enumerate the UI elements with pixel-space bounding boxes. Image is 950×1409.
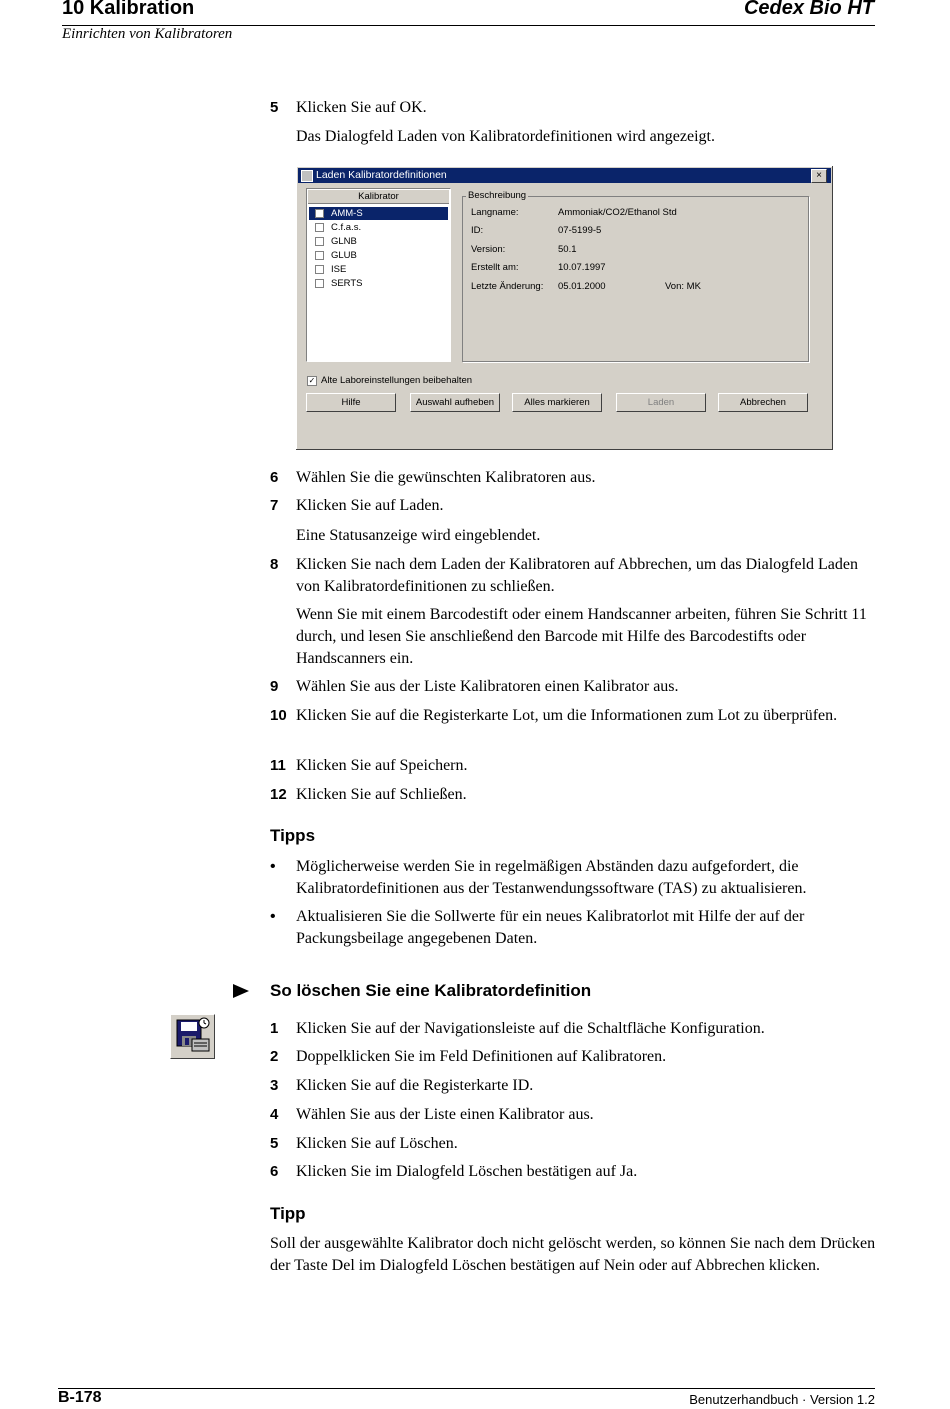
field-value: Ammoniak/CO2/Ethanol Std: [558, 207, 677, 218]
footer-divider: [58, 1388, 875, 1389]
step-number: 7: [270, 497, 279, 514]
dialog-titlebar: [298, 168, 831, 183]
close-icon[interactable]: ×: [811, 169, 827, 183]
step-number: 8: [270, 556, 279, 573]
step-item: [270, 1133, 875, 1155]
calibrator-list[interactable]: [306, 188, 451, 362]
step-number: 3: [270, 1077, 279, 1094]
step-text: Wählen Sie aus der Liste Kalibratoren einen Kalibrator aus.: [296, 678, 679, 695]
step-text: Doppelklicken Sie im Feld Definitionen auf Kalibratoren.: [296, 1048, 667, 1065]
list-item[interactable]: AMM-S: [309, 207, 448, 220]
step-item: [270, 755, 875, 777]
chapter-title: 10 Kalibration: [62, 0, 195, 19]
author-value: Von: MK: [665, 281, 701, 292]
step-note: Wenn Sie mit einem Barcodestift oder einem Handscanner arbeiten, führen Sie Schritt 11 durch, und lesen Sie anschließend den Barcode mit Hilfe des Barcodestifts oder Handscanners ein.: [296, 606, 867, 667]
step-text: Klicken Sie im Dialogfeld Löschen bestätigen auf Ja.: [296, 1163, 638, 1180]
step-item: [270, 705, 875, 727]
step-item: [270, 1046, 875, 1068]
step-note: Eine Statusanzeige wird eingeblendet.: [296, 527, 541, 544]
bullet-icon: •: [270, 908, 276, 925]
group-label: Beschreibung: [468, 190, 527, 201]
field-value: 10.07.1997: [558, 262, 606, 273]
step-number: 12: [270, 786, 287, 803]
page-number: B-178: [58, 1389, 102, 1406]
step-item: [270, 1161, 875, 1183]
step-text: Wählen Sie die gewünschten Kalibratoren aus.: [296, 469, 596, 486]
step-item: [270, 495, 875, 517]
tip-text: Aktualisieren Sie die Sollwerte für ein neues Kalibratorlot mit Hilfe der auf der Packungsbeilage angegebenen Daten.: [296, 908, 805, 947]
step-text: Wählen Sie aus der Liste einen Kalibrator aus.: [296, 1106, 594, 1123]
help-button[interactable]: Hilfe: [306, 393, 396, 412]
step-text: Klicken Sie auf OK.: [296, 99, 427, 116]
product-brand: Cedex Bio HT: [743, 0, 874, 19]
configuration-icon: [170, 1014, 215, 1059]
list-item[interactable]: GLUB: [309, 249, 448, 262]
checkbox-icon[interactable]: [315, 237, 324, 246]
step-text: Klicken Sie auf Löschen.: [296, 1135, 458, 1152]
dialog-title: Laden Kalibratordefinitionen: [316, 169, 447, 181]
field-value: 05.01.2000: [558, 281, 606, 292]
list-item[interactable]: GLNB: [309, 235, 448, 248]
section-subtitle: Einrichten von Kalibratoren: [62, 26, 233, 42]
tip-text: Soll der ausgewählte Kalibrator doch nicht gelöscht werden, so können Sie nach dem Drücken der Taste Del im Dialogfeld Löschen bestätigen auf Nein oder auf Abbrechen klicken.: [270, 1235, 876, 1274]
step-number: 4: [270, 1106, 279, 1123]
step-item: [270, 97, 875, 119]
step-item: [270, 784, 875, 806]
field-label: Erstellt am:: [471, 262, 519, 273]
field-label: Letzte Änderung:: [471, 281, 544, 292]
checkbox-icon[interactable]: [315, 265, 324, 274]
step-text: Klicken Sie auf die Registerkarte ID.: [296, 1077, 534, 1094]
step-item: [270, 676, 875, 698]
field-label: Langname:: [471, 207, 519, 218]
step-text: Klicken Sie auf Schließen.: [296, 786, 467, 803]
step-number: 6: [270, 1163, 279, 1180]
step-text: Klicken Sie auf der Navigationsleiste auf die Schaltfläche Konfiguration.: [296, 1020, 765, 1037]
load-button[interactable]: Laden: [616, 393, 706, 412]
field-value: 50.1: [558, 244, 577, 255]
step-item: [270, 554, 875, 598]
window-icon: [301, 170, 313, 182]
checkbox-icon[interactable]: [315, 223, 324, 232]
step-note: Das Dialogfeld Laden von Kalibratordefinitionen wird angezeigt.: [296, 128, 715, 145]
list-item[interactable]: SERTS: [309, 277, 448, 290]
deselect-button[interactable]: Auswahl aufheben: [410, 393, 500, 412]
description-group: [462, 196, 809, 362]
tip-item: [270, 906, 875, 950]
list-item[interactable]: C.f.a.s.: [309, 221, 448, 234]
tip-text: Möglicherweise werden Sie in regelmäßigen Abständen dazu aufgefordert, die Kalibratordefinitionen aus der Testanwendungssoftware (TAS) zu aktualisieren.: [296, 858, 807, 897]
step-number: 5: [270, 1135, 279, 1152]
checkbox-icon[interactable]: [315, 251, 324, 260]
step-item: [270, 467, 875, 489]
step-number: 11: [270, 757, 286, 774]
tips-heading: Tipps: [270, 826, 316, 845]
arrow-right-icon: [233, 984, 249, 998]
field-value: 07-5199-5: [558, 225, 602, 236]
step-text: Klicken Sie auf Speichern.: [296, 757, 468, 774]
step-number: 2: [270, 1048, 279, 1065]
step-item: [270, 1104, 875, 1126]
list-item[interactable]: ISE: [309, 263, 448, 276]
dialog-load-calibrator-definitions: [296, 166, 833, 450]
procedure-heading: So löschen Sie eine Kalibratordefinition: [270, 981, 592, 1000]
checkbox-label: Alte Laboreinstellungen beibehalten: [321, 375, 473, 386]
step-number: 5: [270, 99, 279, 116]
step-item: [270, 1018, 875, 1040]
step-number: 9: [270, 678, 279, 695]
checkbox-icon[interactable]: [315, 279, 324, 288]
bullet-icon: •: [270, 858, 276, 875]
field-label: Version:: [471, 244, 506, 255]
document-version: Benutzerhandbuch · Version 1.2: [689, 1392, 875, 1407]
tip-heading: Tipp: [270, 1204, 306, 1223]
step-item: [270, 1075, 875, 1097]
select-all-button[interactable]: Alles markieren: [512, 393, 602, 412]
tip-item: [270, 856, 875, 900]
step-text: Klicken Sie auf die Registerkarte Lot, um die Informationen zum Lot zu überprüfen.: [296, 707, 838, 724]
cancel-button[interactable]: Abbrechen: [718, 393, 808, 412]
step-text: Klicken Sie nach dem Laden der Kalibratoren auf Abbrechen, um das Dialogfeld Laden von Kalibratordefinitionen zu schließen.: [296, 556, 859, 595]
keep-settings-checkbox[interactable]: ✓: [308, 376, 316, 385]
step-text: Klicken Sie auf Laden.: [296, 497, 444, 514]
step-number: 6: [270, 469, 279, 486]
field-label: ID:: [471, 225, 484, 236]
step-number: 10: [270, 707, 287, 724]
list-header: Kalibrator: [308, 190, 449, 204]
step-number: 1: [270, 1020, 279, 1037]
checkbox-icon[interactable]: [315, 209, 324, 218]
